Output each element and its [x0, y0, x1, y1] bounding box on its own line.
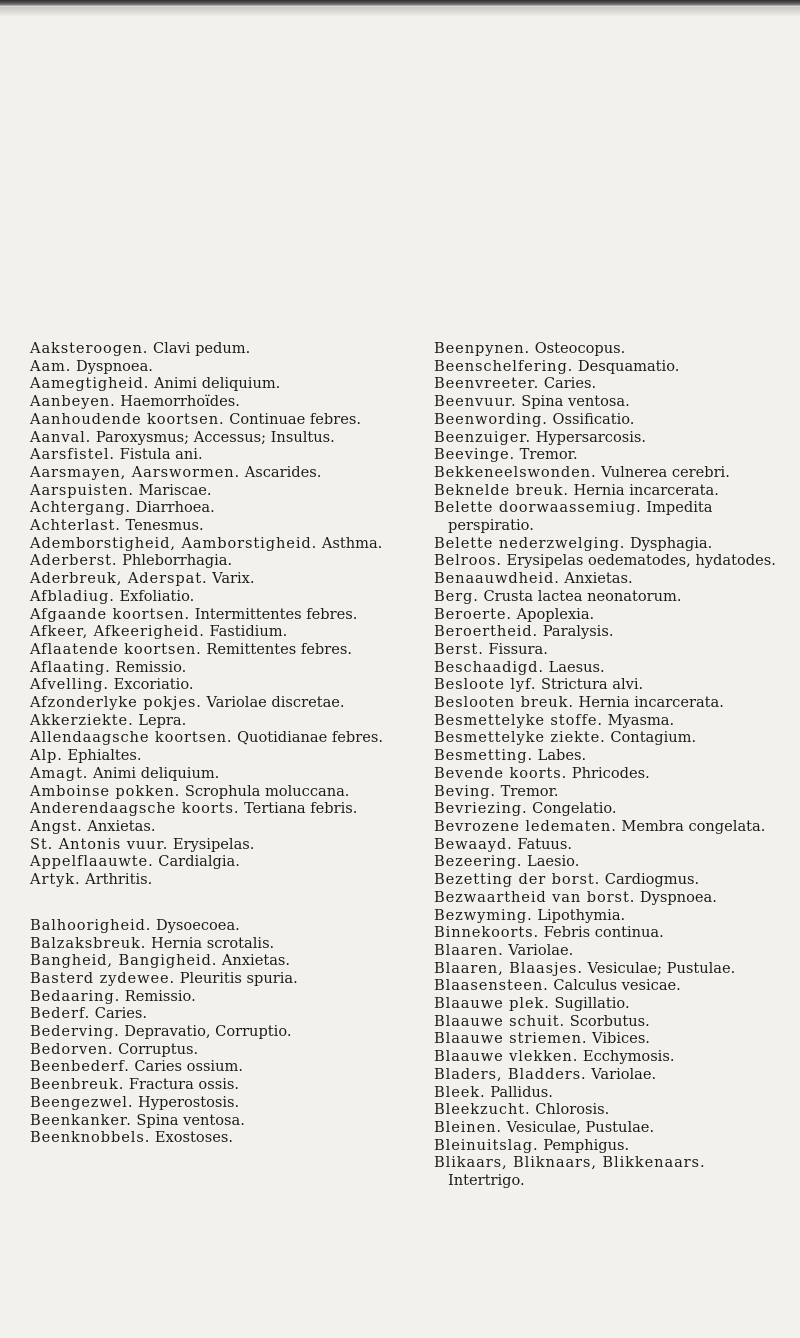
entry-term: Besmettelyke ziekte. [434, 729, 606, 747]
entry-definition: Remittentes febres. [206, 640, 352, 658]
entry-definition: Cardialgia. [158, 853, 240, 871]
entry-definition: Fissura. [488, 640, 548, 658]
entry-definition: Depravatio, Corruptio. [124, 1023, 292, 1041]
entry-definition: Corruptus. [118, 1040, 199, 1058]
entry-term: Appelflaauwte. [30, 853, 154, 871]
entry-term: Afbladiug. [30, 587, 115, 605]
entry-term: Beroerte. [434, 605, 512, 623]
entry-definition: Caries. [94, 1005, 148, 1023]
entry-definition: Hypersarcosis. [535, 428, 647, 446]
entry-term: Blaaren, Blaasjes. [434, 959, 583, 977]
entry-term: Aderbreuk, Aderspat. [30, 570, 208, 588]
entry-term: Amagt. [30, 764, 89, 782]
entry-term: Beroertheid. [434, 623, 539, 641]
glossary-entry [30, 659, 402, 677]
entry-term: Basterd zydewee. [30, 969, 176, 987]
entry-definition: Sugillatio. [554, 995, 630, 1013]
glossary-entry [434, 712, 780, 730]
entry-definition: Lepra. [138, 711, 187, 729]
entry-term: Beenvuur. [434, 393, 517, 411]
entry-term: Beenknobbels. [30, 1129, 151, 1147]
entry-term: Bezeering. [434, 853, 523, 871]
entry-definition: Ecchymosis. [582, 1048, 675, 1066]
glossary-entry [434, 1137, 780, 1155]
entry-definition: Caries. [543, 375, 597, 393]
entry-definition: Strictura alvi. [541, 676, 644, 694]
entry-term: Beevinge. [434, 446, 516, 464]
entry-term: Akkerziekte. [30, 711, 134, 729]
entry-term: Bleek. [434, 1083, 486, 1101]
entry-definition: Quotidianae febres. [237, 729, 383, 747]
glossary-entry [434, 995, 780, 1013]
glossary-entry [30, 482, 402, 500]
entry-definition: Tertiana febris. [244, 800, 358, 818]
entry-term: Amboinse pokken. [30, 782, 181, 800]
entry-term: Beenpynen. [434, 340, 531, 357]
entry-term: Belette doorwaassemiug. [434, 499, 642, 517]
entry-definition: Chlorosis. [535, 1101, 610, 1119]
glossary-entry [30, 800, 402, 818]
entry-definition: Ephialtes. [67, 747, 142, 765]
entry-term: Beenbederf. [30, 1058, 130, 1076]
entry-term: Afzonderlyke pokjes. [30, 694, 202, 712]
entry-definition: Intermittentes febres. [194, 605, 358, 623]
glossary-entry [434, 659, 780, 677]
entry-term: Bleekzucht. [434, 1101, 531, 1119]
entry-definition: Variolae. [508, 941, 574, 959]
entry-term: Angst. [30, 817, 83, 835]
glossary-entry [30, 747, 402, 765]
glossary-entry [434, 340, 780, 358]
entry-term: Bevrozene ledematen. [434, 817, 617, 835]
entry-term: Bevende koorts. [434, 764, 568, 782]
entry-term: Beenkanker. [30, 1111, 132, 1129]
entry-term: Afgaande koortsen. [30, 605, 191, 623]
glossary-entry [30, 935, 402, 953]
entry-term: Bevriezing. [434, 800, 528, 818]
glossary-entry [434, 853, 780, 871]
entry-term: Belroos. [434, 552, 502, 570]
entry-term: Beenwording. [434, 410, 548, 428]
glossary-entry [434, 765, 780, 783]
entry-definition: Intertrigo. [448, 1172, 525, 1190]
entry-term: Beenbreuk. [30, 1076, 125, 1094]
entry-term: Afvelling. [30, 676, 109, 694]
glossary-entry [434, 588, 780, 606]
entry-definition: Paralysis. [542, 623, 614, 641]
entry-definition: Erysipelas. [172, 835, 255, 853]
glossary-entry [30, 1041, 402, 1059]
glossary-entry [434, 1048, 780, 1066]
glossary-entry [30, 712, 402, 730]
glossary-entry [434, 800, 780, 818]
entry-definition: Ossificatio. [552, 410, 635, 428]
entry-definition: Fistula ani. [119, 446, 203, 464]
entry-definition: Vibices. [592, 1030, 650, 1048]
entry-definition: Erysipelas oedematodes, hydatodes. [506, 552, 776, 570]
entry-definition: Spina ventosa. [136, 1111, 245, 1129]
entry-term: Bedorven. [30, 1040, 114, 1058]
glossary-entry [434, 1066, 780, 1084]
entry-definition: Phleborrhagia. [122, 552, 233, 570]
glossary-entry [434, 960, 780, 978]
entry-definition: Phricodes. [571, 764, 650, 782]
entry-term: Bladers, Bladders. [434, 1065, 587, 1083]
glossary-entry [434, 482, 780, 500]
entry-term: Beschaadigd. [434, 658, 544, 676]
glossary-entry [30, 853, 402, 871]
glossary-entry [30, 694, 402, 712]
entry-definition: Fastidium. [209, 623, 288, 641]
glossary-column-right [434, 340, 780, 1190]
entry-definition: Varix. [212, 570, 255, 588]
glossary-entry [434, 977, 780, 995]
glossary-entry [30, 588, 402, 606]
entry-definition: Hernia incarcerata. [578, 694, 724, 712]
entry-definition: Dyspnoea. [639, 888, 717, 906]
glossary-entry [434, 694, 780, 712]
entry-term: Aam. [30, 357, 72, 375]
entry-definition: Haemorrhoïdes. [120, 393, 240, 411]
entry-term: Bederf. [30, 1005, 91, 1023]
glossary-entry [30, 340, 402, 358]
glossary-entry [30, 729, 402, 747]
glossary-entry [30, 623, 402, 641]
entry-term: Besloote lyf. [434, 676, 537, 694]
entry-term: Aanbeyen. [30, 393, 116, 411]
entry-term: Balhoorigheid. [30, 916, 152, 934]
entry-term: Beenschelfering. [434, 357, 574, 375]
glossary-entry [434, 747, 780, 765]
entry-term: Aanval. [30, 428, 92, 446]
entry-term: Bederving. [30, 1023, 120, 1041]
entry-definition: Exfoliatio. [119, 587, 195, 605]
entry-definition: Dysphagia. [629, 534, 713, 552]
entry-term: Anderendaagsche koorts. [30, 800, 240, 818]
glossary-entry [434, 570, 780, 588]
entry-definition: Diarrhoea. [135, 499, 215, 517]
entry-definition: Fractura ossis. [128, 1076, 239, 1094]
glossary-entry [434, 1084, 780, 1102]
entry-definition: Hernia scrotalis. [151, 934, 275, 952]
entry-term: Binnekoorts. [434, 924, 540, 942]
entry-term: Bezwaartheid van borst. [434, 888, 636, 906]
entry-term: Beenzuiger. [434, 428, 532, 446]
entry-definition: Mariscae. [138, 481, 212, 499]
entry-definition: Scrophula moluccana. [184, 782, 350, 800]
entry-term: Berg. [434, 587, 479, 605]
entry-term: Beving. [434, 782, 496, 800]
entry-definition: Continuae febres. [229, 410, 361, 428]
glossary-entry [434, 676, 780, 694]
entry-definition: Laesus. [548, 658, 605, 676]
glossary-entry [30, 917, 402, 935]
glossary-column-left [30, 340, 402, 1147]
entry-definition: Apoplexia. [516, 605, 595, 623]
glossary-entry [30, 988, 402, 1006]
entry-term: Blaasensteen. [434, 977, 549, 995]
entry-term: Balzaksbreuk. [30, 934, 147, 952]
entry-definition: Clavi pedum. [152, 340, 251, 357]
entry-term: Achterlast. [30, 517, 121, 535]
entry-term: Aamegtigheid. [30, 375, 150, 393]
entry-term: Aanhoudende koortsen. [30, 410, 225, 428]
glossary-entry [434, 783, 780, 801]
glossary-entry [434, 358, 780, 376]
glossary-entry [30, 393, 402, 411]
glossary-entry [30, 641, 402, 659]
entry-definition: Fatuus. [517, 835, 572, 853]
entry-definition: Osteocopus. [534, 340, 626, 357]
entry-definition: Vesiculae, Pustulae. [506, 1118, 655, 1136]
glossary-entry [30, 446, 402, 464]
entry-definition: Animi deliquium. [92, 764, 220, 782]
glossary-entry [30, 606, 402, 624]
entry-definition: Febris continua. [543, 924, 664, 942]
entry-term: St. Antonis vuur. [30, 835, 169, 853]
glossary-entry [434, 411, 780, 429]
entry-definition: Ascarides. [244, 463, 322, 481]
entry-definition: Contagium. [610, 729, 697, 747]
entry-term: Aaksteroogen. [30, 340, 149, 357]
entry-term: Bleinuitslag. [434, 1136, 539, 1154]
glossary-entry [434, 942, 780, 960]
glossary-entry [434, 375, 780, 393]
entry-definition: Hernia incarcerata. [573, 481, 719, 499]
glossary-entry [30, 836, 402, 854]
entry-definition: Membra congelata. [621, 817, 766, 835]
entry-definition: Remissio. [115, 658, 187, 676]
entry-definition: Spina ventosa. [521, 393, 630, 411]
entry-definition: Vesiculae; Pustulae. [587, 959, 736, 977]
glossary-entry [30, 1076, 402, 1094]
entry-definition: Anxietas. [221, 952, 291, 970]
entry-definition: Dyspnoea. [75, 357, 153, 375]
entry-definition: Crusta lactea neonatorum. [483, 587, 682, 605]
entry-term: Bangheid, Bangigheid. [30, 952, 218, 970]
glossary-entry [30, 970, 402, 988]
entry-definition: Exostoses. [154, 1129, 233, 1147]
glossary-entry [434, 499, 780, 534]
entry-term: Ademborstigheid, Aamborstigheid. [30, 534, 318, 552]
entry-definition: Variolae discretae. [206, 694, 345, 712]
entry-term: Achtergang. [30, 499, 131, 517]
entry-term: Blaauwe plek. [434, 995, 550, 1013]
entry-term: Bezetting der borst. [434, 871, 601, 889]
glossary-entry [434, 1013, 780, 1031]
entry-definition: Asthma. [321, 534, 383, 552]
entry-term: Beslooten breuk. [434, 694, 574, 712]
glossary-entry [434, 464, 780, 482]
glossary-entry [434, 623, 780, 641]
glossary-entry [434, 606, 780, 624]
glossary-entry [434, 836, 780, 854]
entry-term: Aderberst. [30, 552, 118, 570]
glossary-entry [434, 446, 780, 464]
entry-term: Beengezwel. [30, 1093, 134, 1111]
entry-term: Bekkeneelswonden. [434, 463, 597, 481]
glossary-entry [30, 1112, 402, 1130]
entry-definition: Tremor. [519, 446, 578, 464]
entry-term: Alp. [30, 747, 63, 765]
glossary-entry [30, 552, 402, 570]
glossary-entry [434, 535, 780, 553]
glossary-entry [30, 464, 402, 482]
entry-definition: Variolae. [591, 1065, 657, 1083]
glossary-entry [434, 729, 780, 747]
entry-term: Bedaaring. [30, 987, 121, 1005]
entry-definition: Excoriatio. [113, 676, 194, 694]
entry-definition: Impedita perspiratio. [448, 499, 713, 535]
entry-definition: Anxietas. [87, 817, 156, 835]
entry-term: Berst. [434, 640, 484, 658]
entry-term: Allendaagsche koortsen. [30, 729, 233, 747]
entry-term: Bewaayd. [434, 835, 513, 853]
glossary-entry [30, 358, 402, 376]
glossary-entry [434, 429, 780, 447]
entry-definition: Congelatio. [532, 800, 617, 818]
entry-definition: Hyperostosis. [138, 1093, 240, 1111]
glossary-entry [30, 411, 402, 429]
glossary-entry [434, 1154, 780, 1189]
entry-definition: Paroxysmus; Accessus; Insultus. [95, 428, 335, 446]
glossary-entry [30, 570, 402, 588]
glossary-entry [30, 1023, 402, 1041]
entry-term: Belette nederzwelging. [434, 534, 626, 552]
glossary-entry [434, 393, 780, 411]
glossary-entry [434, 1119, 780, 1137]
glossary-entry [434, 552, 780, 570]
glossary-entry [30, 765, 402, 783]
entry-definition: Animi deliquium. [153, 375, 281, 393]
glossary-entry [30, 952, 402, 970]
entry-term: Besmettelyke stoffe. [434, 711, 603, 729]
glossary-entry [434, 818, 780, 836]
entry-term: Beenvreeter. [434, 375, 540, 393]
glossary-entry [30, 818, 402, 836]
glossary-entry [434, 641, 780, 659]
entry-definition: Scorbutus. [569, 1012, 650, 1030]
entry-term: Blaauwe striemen. [434, 1030, 588, 1048]
entry-definition: Myasma. [607, 711, 675, 729]
entry-definition: Arthritis. [85, 871, 153, 889]
glossary-entry [30, 535, 402, 553]
entry-definition: Pemphigus. [543, 1136, 630, 1154]
entry-term: Afkeer, Afkeerigheid. [30, 623, 205, 641]
glossary-entry [30, 1129, 402, 1147]
entry-definition: Desquamatio. [577, 357, 680, 375]
entry-definition: Anxietas. [564, 570, 633, 588]
entry-term: Blaauwe schuit. [434, 1012, 566, 1030]
entry-definition: Pallidus. [490, 1083, 553, 1101]
entry-definition: Dysoecoea. [155, 916, 240, 934]
entry-definition: Calculus vesicae. [553, 977, 681, 995]
glossary-entry [434, 1101, 780, 1119]
entry-term: Bezwyming. [434, 906, 533, 924]
entry-term: Blikaars, Bliknaars, Blikkenaars. [434, 1154, 706, 1172]
entry-definition: Labes. [537, 747, 587, 765]
entry-term: Aarsfistel. [30, 446, 115, 464]
entry-term: Aflaatende koortsen. [30, 640, 202, 658]
glossary-entry [434, 924, 780, 942]
entry-definition: Pleuritis spuria. [179, 969, 298, 987]
entry-term: Blaaren. [434, 941, 504, 959]
entry-definition: Tenesmus. [125, 517, 204, 535]
entry-term: Aarspuisten. [30, 481, 134, 499]
entry-definition: Lipothymia. [537, 906, 626, 924]
entry-term: Besmetting. [434, 747, 534, 765]
entry-definition: Caries ossium. [134, 1058, 243, 1076]
entry-term: Aflaating. [30, 658, 111, 676]
glossary-entry [434, 889, 780, 907]
entry-definition: Remissio. [124, 987, 196, 1005]
glossary-entry [30, 871, 402, 889]
entry-definition: Tremor. [500, 782, 559, 800]
glossary-entry [30, 1005, 402, 1023]
entry-term: Blaauwe vlekken. [434, 1048, 579, 1066]
entry-definition: Cardiogmus. [604, 871, 700, 889]
glossary-entry [30, 1058, 402, 1076]
glossary-entry [30, 676, 402, 694]
entry-definition: Laesio. [527, 853, 580, 871]
glossary-entry [30, 517, 402, 535]
entry-term: Beknelde breuk. [434, 481, 569, 499]
page-top-fade [0, 7, 800, 17]
glossary-entry [30, 783, 402, 801]
entry-term: Bleinen. [434, 1118, 502, 1136]
glossary-entry [434, 1030, 780, 1048]
entry-term: Benaauwdheid. [434, 570, 560, 588]
glossary-entry [30, 1094, 402, 1112]
entry-term: Artyk. [30, 871, 81, 889]
glossary-entry [30, 499, 402, 517]
entry-term: Aarsmayen, Aarswormen. [30, 463, 241, 481]
glossary-entry [30, 375, 402, 393]
page-top-edge-shadow [0, 0, 800, 7]
entry-definition: Vulnerea cerebri. [601, 463, 730, 481]
glossary-entry [30, 429, 402, 447]
glossary-entry [434, 907, 780, 925]
glossary-entry [434, 871, 780, 889]
